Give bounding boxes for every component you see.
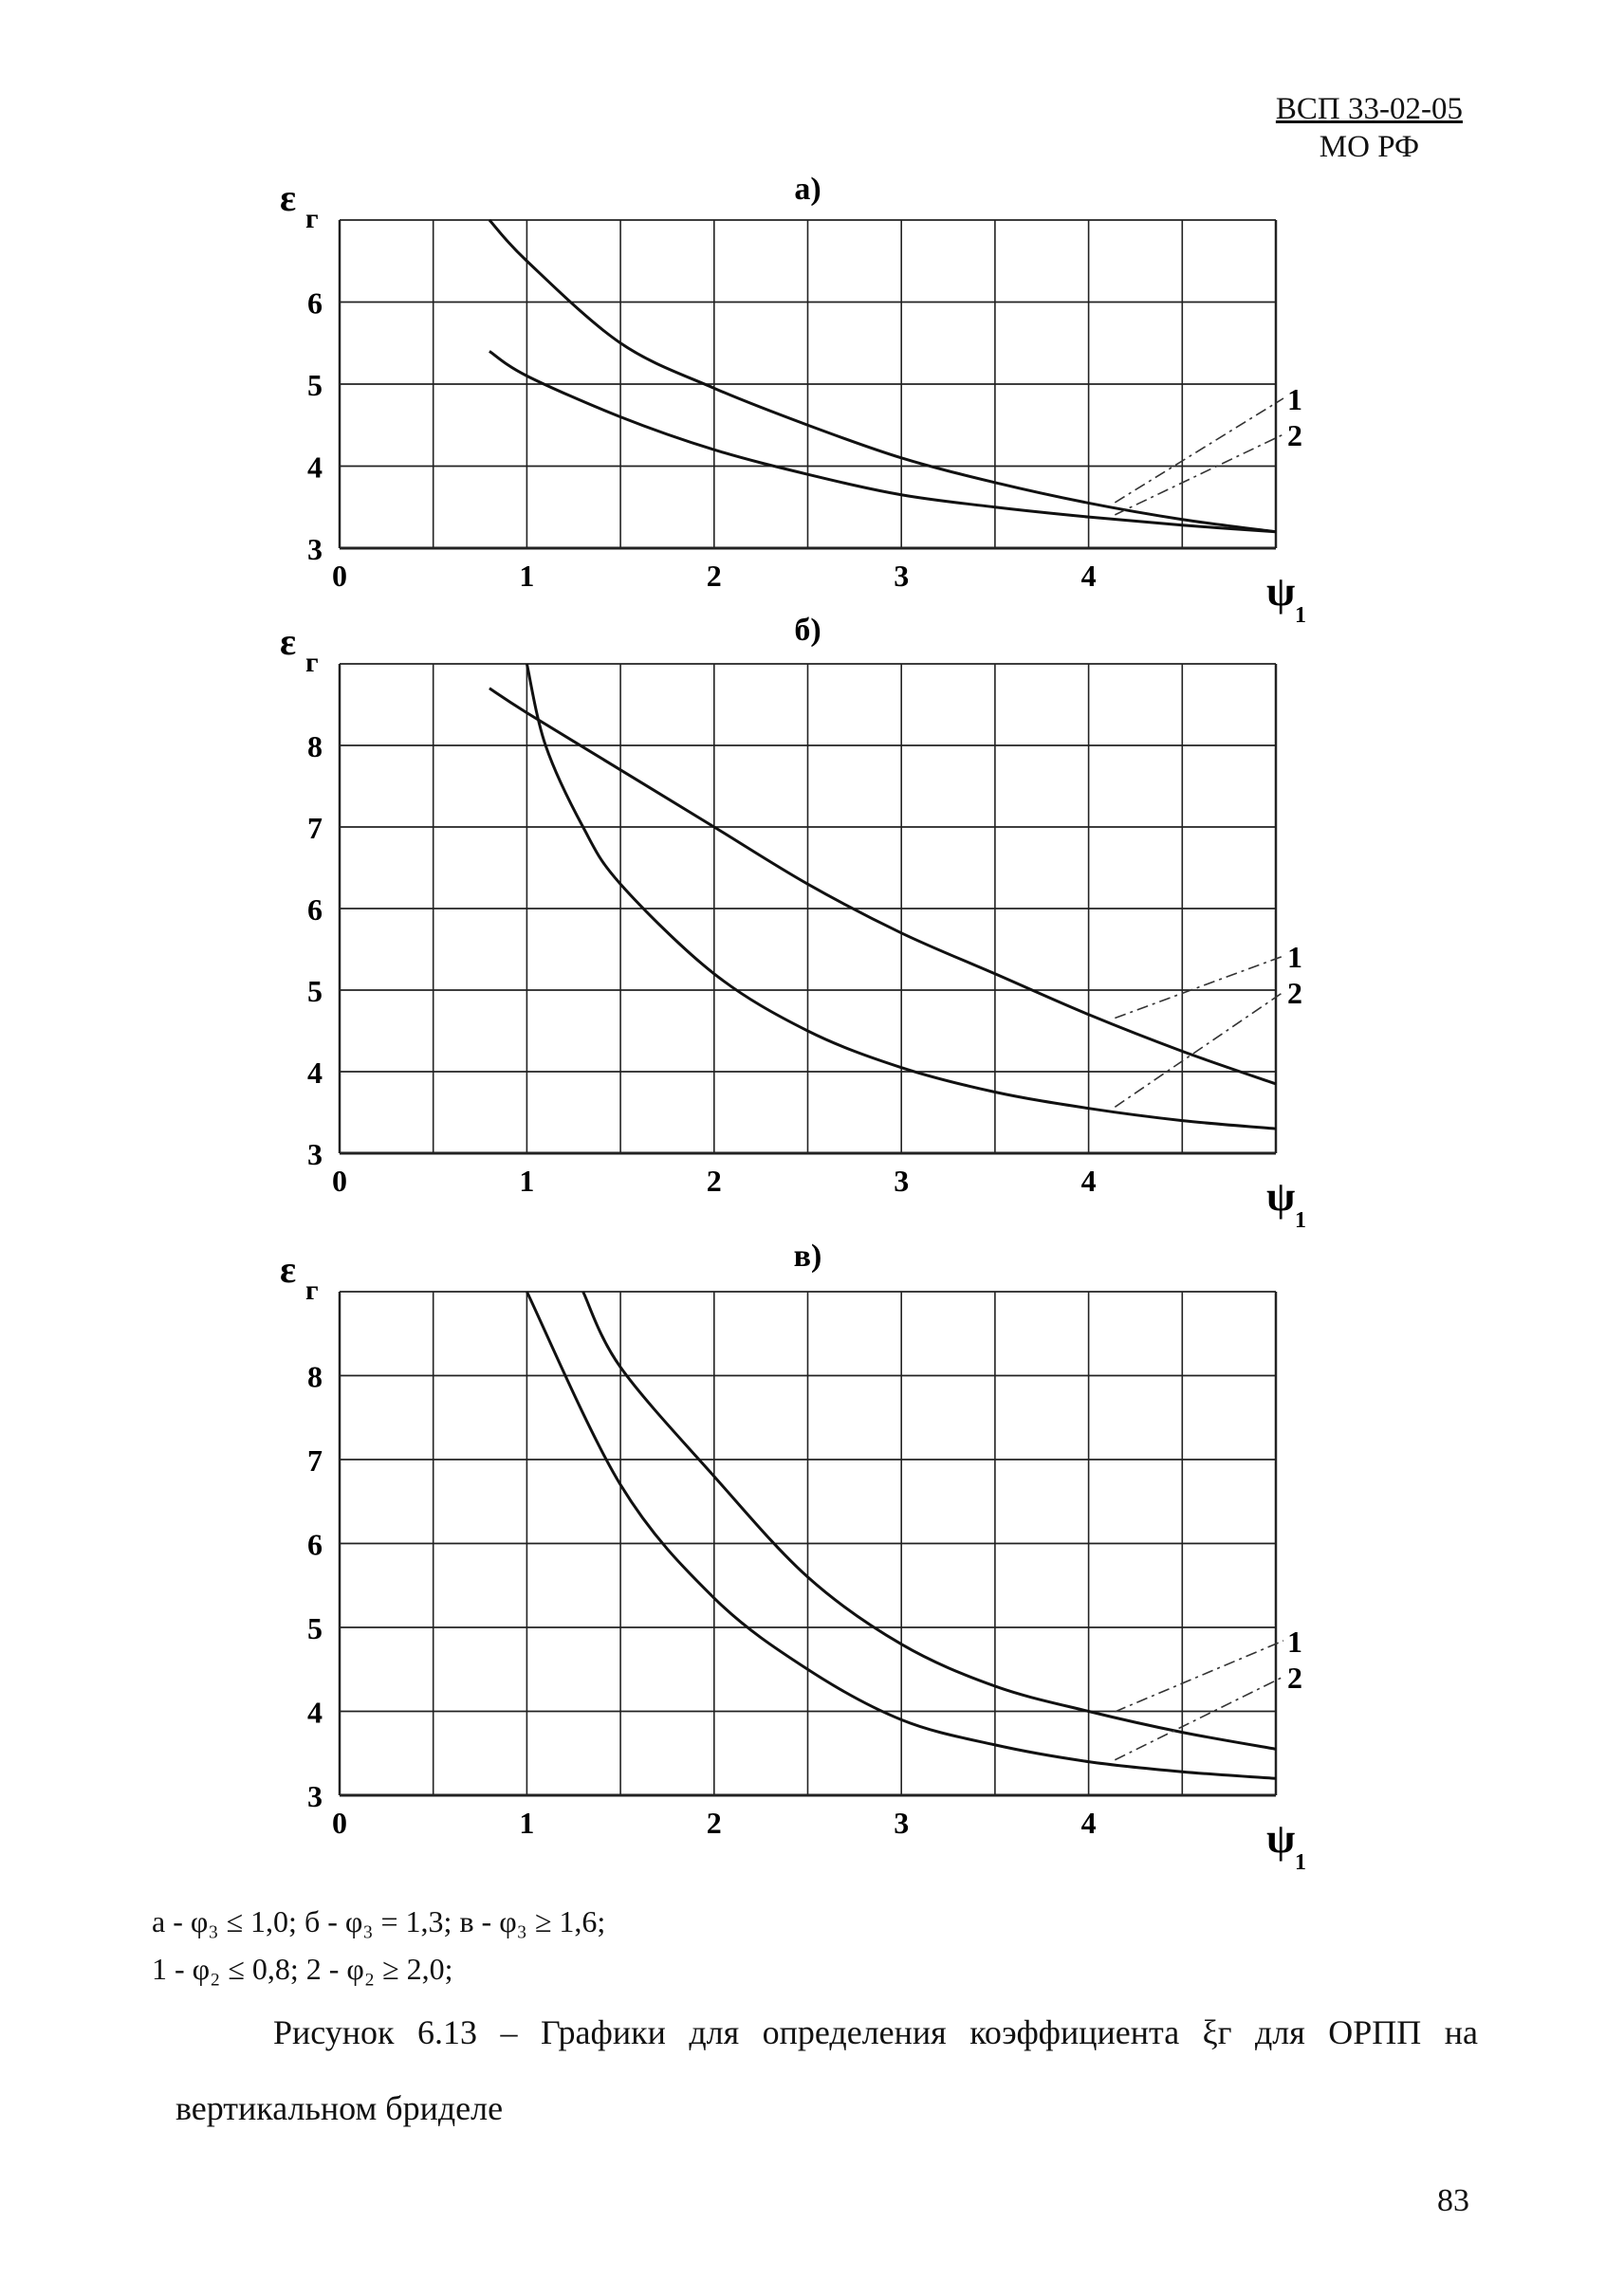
x-axis-label: ψ bbox=[1266, 1815, 1296, 1862]
legend-label-2: 2 bbox=[1287, 976, 1302, 1010]
x-axis-label: ψ bbox=[1266, 1173, 1296, 1220]
document-org: МО РФ bbox=[1319, 130, 1420, 164]
y-tick-label: 4 bbox=[307, 1695, 323, 1730]
legend-label-2: 2 bbox=[1287, 418, 1302, 452]
y-tick-label: 6 bbox=[307, 285, 323, 321]
y-tick-label: 6 bbox=[307, 892, 323, 927]
x-tick-label: 0 bbox=[332, 1164, 347, 1198]
x-axis-label-sub: 1 bbox=[1295, 603, 1306, 628]
x-tick-label: 2 bbox=[706, 1164, 722, 1198]
legend-leader-1 bbox=[1115, 398, 1283, 503]
y-tick-label: 8 bbox=[307, 729, 323, 763]
x-tick-label: 3 bbox=[894, 1806, 910, 1840]
caption-line-1: а - φ₃ ≤ 1,0; б - φ₃ = 1,3; в - φ₃ ≥ 1,6; bbox=[152, 1904, 606, 1938]
figure-title-cont: вертикальном бриделе bbox=[175, 2089, 504, 2127]
x-axis-label-sub: 1 bbox=[1295, 1208, 1306, 1233]
caption-line-2: 1 - φ₂ ≤ 0,8; 2 - φ₂ ≥ 2,0; bbox=[152, 1952, 453, 1986]
panel-title: а) bbox=[794, 172, 821, 207]
y-axis-label-sub: г bbox=[305, 1275, 319, 1306]
legend-leader-1 bbox=[1115, 1641, 1283, 1712]
legend-leader-2 bbox=[1115, 434, 1283, 515]
x-tick-label: 4 bbox=[1080, 559, 1097, 593]
y-axis-label: ε bbox=[280, 1248, 297, 1291]
series-curve-1 bbox=[489, 220, 1276, 532]
y-tick-label: 8 bbox=[307, 1359, 323, 1394]
x-axis-label: ψ bbox=[1266, 568, 1296, 615]
y-axis-label-sub: г bbox=[305, 647, 319, 678]
x-tick-label: 1 bbox=[519, 559, 535, 593]
x-tick-label: 4 bbox=[1080, 1164, 1097, 1198]
legend-label-1: 1 bbox=[1287, 382, 1302, 416]
y-tick-label: 4 bbox=[307, 450, 323, 485]
y-axis-label: ε bbox=[280, 176, 297, 219]
x-tick-label: 3 bbox=[894, 1164, 910, 1198]
x-tick-label: 1 bbox=[519, 1164, 535, 1198]
y-axis-label-sub: г bbox=[305, 203, 319, 234]
y-tick-label: 3 bbox=[307, 1779, 323, 1813]
y-axis-label: ε bbox=[280, 620, 297, 663]
y-tick-label: 4 bbox=[307, 1056, 323, 1090]
y-tick-label: 5 bbox=[307, 368, 323, 402]
y-tick-label: 7 bbox=[307, 1443, 323, 1478]
x-tick-label: 0 bbox=[332, 1806, 347, 1840]
x-tick-label: 2 bbox=[706, 559, 722, 593]
legend-label-1: 1 bbox=[1287, 940, 1302, 974]
x-tick-label: 1 bbox=[519, 1806, 535, 1840]
legend-label-1: 1 bbox=[1287, 1625, 1302, 1659]
x-tick-label: 3 bbox=[894, 559, 910, 593]
document-code: ВСП 33-02-05 bbox=[1275, 92, 1463, 126]
y-tick-label: 3 bbox=[307, 1137, 323, 1171]
panel-title: в) bbox=[793, 1239, 822, 1274]
y-tick-label: 5 bbox=[307, 1611, 323, 1645]
series-curve-1 bbox=[583, 1292, 1276, 1749]
y-tick-label: 3 bbox=[307, 532, 323, 566]
legend-label-2: 2 bbox=[1287, 1661, 1302, 1695]
x-tick-label: 2 bbox=[706, 1806, 722, 1840]
y-tick-label: 7 bbox=[307, 811, 323, 845]
y-tick-label: 6 bbox=[307, 1527, 323, 1562]
page-number: 83 bbox=[1437, 2183, 1469, 2218]
panel-title: б) bbox=[794, 613, 821, 648]
series-curve-2 bbox=[489, 351, 1276, 531]
series-curve-1 bbox=[489, 689, 1276, 1084]
y-tick-label: 5 bbox=[307, 974, 323, 1008]
x-tick-label: 0 bbox=[332, 559, 347, 593]
x-tick-label: 4 bbox=[1080, 1806, 1097, 1840]
figure-title: Рисунок 6.13 – Графики для определения коэффициента ξг для ОРПП на bbox=[273, 2013, 1478, 2051]
x-axis-label-sub: 1 bbox=[1295, 1850, 1306, 1875]
